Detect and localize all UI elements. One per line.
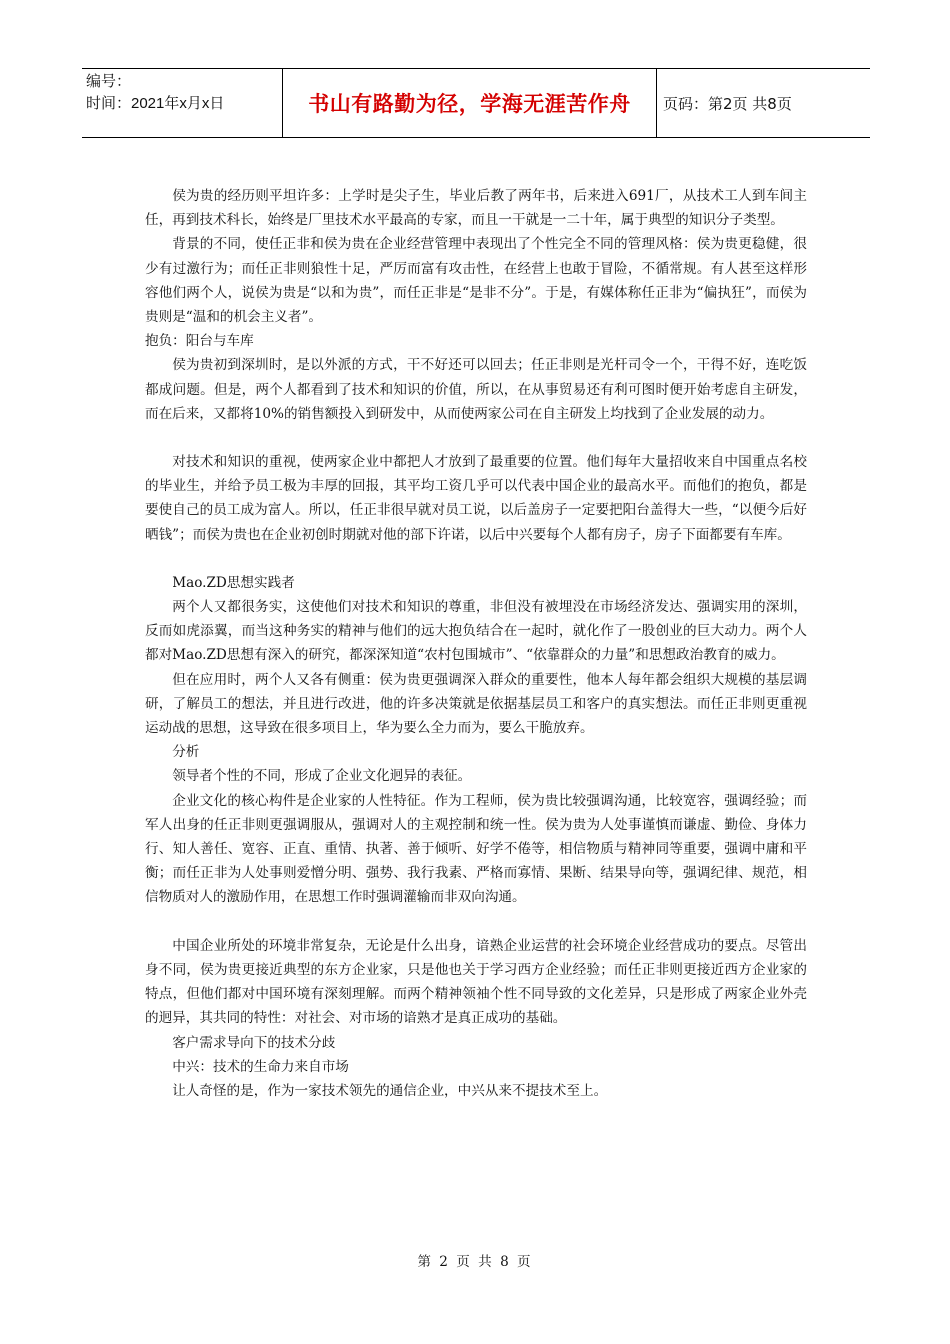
document-body [145,184,807,1103]
header-meta [82,69,282,137]
section-heading: Mao.ZD思想实践者 [172,574,295,591]
body-paragraph: 对技术和知识的重视，使两家企业中都把人才放到了最重要的位置。他们每年大量招收来自中国重点名校的毕业生，并给予员工极为丰厚的回报，其平均工资几乎可以代表中国企业的最高水平。而他们的抱负，都是要使自己的员工成为富人。所以，任正非很早就对员工说，以后盖房子一定要把阳台盖得大一些，“以便今后好晒钱”；而侯为贵也在企业初创时期就对他的部下许诺，以后中兴要每个人都有房子，房子下面都要有车库。 [145,454,807,543]
body-paragraph: 中国企业所处的环境非常复杂，无论是什么出身，谙熟企业运营的社会环境企业经营成功的要点。尽管出身不同，侯为贵更接近典型的东方企业家，只是他也关于学习西方企业经验；而任正非则更接近西方企业家的特点，但他们都对中国环境有深刻理解。而两个精神领袖个性不同导致的文化差异，只是形成了两家企业外壳的迥异，其共同的特性：对社会、对市场的谙熟才是真正成功的基础。 [145,937,807,1027]
body-paragraph: 领导者个性的不同，形成了企业文化迥异的表征。 [172,768,472,785]
section-heading: 抱负：阳台与车库 [145,333,254,350]
body-paragraph: 让人奇怪的是，作为一家技术领先的通信企业，中兴从来不提技术至上。 [172,1082,608,1099]
document-number-label: 编号： [86,73,132,90]
page-footer: 第 2 页 共 8 页 [417,1254,533,1270]
header-motto: 书山有路勤为径，学海无涯苦作舟 [282,69,657,137]
section-heading: 中兴：技术的生命力来自市场 [172,1058,349,1075]
body-paragraph: 但在应用时，两个人又各有侧重：侯为贵更强调深入群众的重要性，他本人每年都会组织大规模的基层调研，了解员工的想法，并且进行改进，他的许多决策就是依据基层员工和客户的真实想法。而任正非则更重视运动战的思想，这导致在很多项目上，华为要么全力而为，要么干脆放弃。 [145,671,807,737]
header-page-info: 页码：第2页 共8页 [663,94,792,113]
document-time-label: 时间：2021年x月x日 [86,95,225,112]
section-heading: 分析 [172,744,200,761]
section-heading: 客户需求导向下的技术分歧 [172,1034,336,1051]
page-header [82,68,870,138]
body-paragraph: 侯为贵的经历则平坦许多：上学时是尖子生，毕业后教了两年书，后来进入691厂，从技术工人到车间主任，再到技术科长，始终是厂里技术水平最高的专家，而且一干就是一二十年，属于典型的知识分子类型。 [145,188,807,229]
body-paragraph: 背景的不同，使任正非和侯为贵在企业经营管理中表现出了个性完全不同的管理风格：侯为贵更稳健，很少有过激行为；而任正非则狼性十足，严厉而富有攻击性，在经营上也敢于冒险，不循常规。有人甚至这样形容他们两个人，说侯为贵是“以和为贵”，而任正非是“是非不分”。于是，有媒体称任正非为“偏执狂”，而侯为贵则是“温和的机会主义者”。 [145,236,807,326]
body-paragraph: 侯为贵初到深圳时，是以外派的方式，干不好还可以回去；任正非则是光杆司令一个，干得不好，连吃饭都成问题。但是，两个人都看到了技术和知识的价值，所以，在从事贸易还有利可图时便开始考虑自主研发，而在后来，又都将10%的销售额投入到研发中，从而使两家公司在自主研发上均找到了企业发展的动力。 [145,357,807,422]
body-paragraph: 企业文化的核心构件是企业家的人性特征。作为工程师，侯为贵比较强调沟通，比较宽容，强调经验；而军人出身的任正非则更强调服从，强调对人的主观控制和统一性。侯为贵为人处事谨慎而谦虚、勤俭、身体力行、知人善任、宽容、正直、重情、执著、善于倾听、好学不倦等，相信物质与精神同等重要，强调中庸和平衡；而任正非为人处事则爱憎分明、强势、我行我素、严格而寡情、果断、结果导向等，强调纪律、规范，相信物质对人的激励作用，在思想工作时强调灌输而非双向沟通。 [145,792,807,906]
body-paragraph: 两个人又都很务实，这使他们对技术和知识的尊重，非但没有被埋没在市场经济发达、强调实用的深圳，反而如虎添翼，而当这种务实的精神与他们的远大抱负结合在一起时，就化作了一股创业的巨大动力。两个人都对Mao.ZD思想有深入的研究，都深深知道“农村包围城市”、“依靠群众的力量”和思想政治教育的威力。 [145,599,807,664]
